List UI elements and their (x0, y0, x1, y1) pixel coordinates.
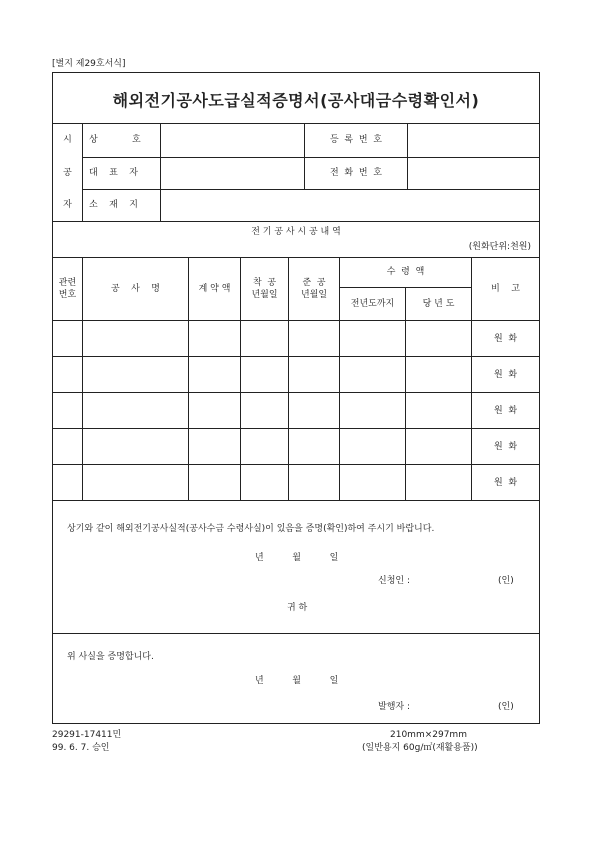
divider (53, 464, 539, 465)
applicant-seal: (인) (498, 576, 514, 586)
divider (53, 221, 539, 222)
divider (53, 428, 539, 429)
phone-label: 전 화 번 호 (330, 168, 382, 178)
contractor-label-char: 공 (63, 168, 72, 178)
contractor-label-char: 자 (63, 200, 72, 210)
request-date: 년 월 일 (255, 553, 339, 563)
form-number: [별지 제29호서식] (52, 59, 126, 69)
footer-code: 29291-17411민 (52, 730, 122, 740)
representative-field[interactable] (161, 158, 303, 189)
divider (53, 633, 539, 634)
representative-label: 대 표 자 (89, 168, 138, 178)
table-row-remarks: 원 화 (493, 405, 518, 416)
phone-field[interactable] (408, 158, 539, 189)
issuer-label: 발행자 : (378, 702, 410, 712)
header-project-name: 공 사 명 (111, 283, 160, 294)
applicant-label: 신청인 : (378, 576, 410, 586)
table-row-remarks: 원 화 (493, 477, 518, 488)
certificate-form (52, 72, 540, 724)
trade-name-label: 상 호 (89, 135, 141, 145)
footer-approval: 99. 6. 7. 승인 (52, 743, 110, 753)
footer-paper: (일반용지 60g/㎡(재활용품)) (362, 743, 478, 753)
trade-name-field[interactable] (161, 124, 303, 157)
address-field[interactable] (161, 190, 539, 221)
addressee: 귀 하 (287, 603, 308, 613)
registration-no-label: 등 록 번 호 (330, 135, 382, 145)
applicant-field[interactable] (418, 573, 498, 587)
table-row-remarks: 원 화 (493, 441, 518, 452)
header-remarks: 비 고 (491, 283, 520, 294)
table-row-remarks: 원 화 (493, 369, 518, 380)
divider (53, 356, 539, 357)
request-statement: 상기와 같이 해외전기공사실적(공사수금 수령사실)이 있음을 증명(확인)하여 주시기 바랍니다. (67, 524, 435, 534)
certification-date: 년 월 일 (255, 676, 339, 686)
header-until-last-year: 전년도까지 (350, 299, 395, 309)
address-label: 소 재 지 (89, 200, 138, 210)
header-received-amount: 수 령 액 (386, 267, 425, 277)
header-completion-date: 준 공 년월일 (300, 277, 328, 300)
issuer-field[interactable] (418, 699, 498, 713)
section-title: 전 기 공 사 시 공 내 역 (251, 227, 341, 237)
table-row-remarks: 원 화 (493, 333, 518, 344)
divider (53, 392, 539, 393)
divider (53, 500, 539, 501)
header-start-date: 착 공 년월일 (251, 277, 278, 300)
divider (82, 123, 83, 221)
header-related-no: 관련 번호 (58, 277, 77, 300)
registration-no-field[interactable] (408, 124, 539, 157)
contractor-label-char: 시 (63, 135, 72, 145)
certification-statement: 위 사실을 증명합니다. (67, 652, 154, 662)
unit-note: (원화단위:천원) (468, 242, 531, 252)
header-this-year: 당 년 도 (422, 299, 455, 309)
footer-size: 210mm×297mm (390, 730, 467, 740)
header-contract-amount: 계 약 액 (198, 283, 231, 294)
divider (53, 320, 539, 321)
issuer-seal: (인) (498, 702, 514, 712)
form-title: 해외전기공사도급실적증명서(공사대금수령확인서) (112, 90, 480, 110)
